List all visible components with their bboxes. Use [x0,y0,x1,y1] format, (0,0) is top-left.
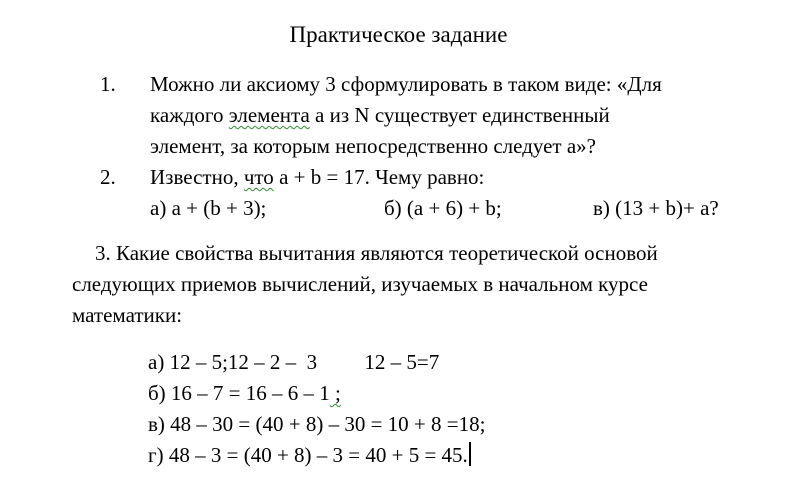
q3-item-c: в) 48 – 30 = (40 + 8) – 30 = 10 + 8 =18; [148,412,486,436]
q3-item-b-text: б) 16 – 7 = 16 – 6 – 1 [148,381,330,405]
spellcheck-word-chto[interactable]: что [243,165,274,189]
q1-line-2-start: каждого [150,103,229,127]
spellcheck-word-element[interactable]: элемента [228,103,310,127]
q2-text-end: а + b = 17. Чему равно: [273,165,485,189]
spellcheck-semicolon[interactable]: ; [329,381,341,405]
q1-line-1: Можно ли аксиому 3 сформулировать в таком виде: «Для [150,72,662,96]
page-title: Практическое задание [289,22,508,47]
q3-item-b [148,379,341,407]
q2-number: 2. [100,165,116,189]
q3-line-2: следующих приемов вычислений, изучаемых в начальном курсе [72,272,648,296]
text-cursor [469,442,471,466]
q3-line-1: 3. Какие свойства вычитания являются теоретической основой [95,241,658,265]
q1-line-3: элемент, за которым непосредственно следует а»? [150,134,597,158]
q2-option-c: в) (13 + b)+ а? [593,196,719,220]
q3-line-3: математики: [72,303,183,327]
q1-line-2-end: а из N существует единственный [309,103,610,127]
q1-number: 1. [100,72,116,96]
q2-option-b: б) (а + 6) + b; [384,196,502,220]
q1-line-2 [150,101,610,129]
q2-option-a: а) а + (b + 3); [150,196,267,220]
q2-text-start: Известно, [150,165,244,189]
q3-item-d [148,441,471,469]
q2-text [150,163,484,191]
q3-item-d-text: г) 48 – 3 = (40 + 8) – 3 = 40 + 5 = 45. [148,443,468,467]
q3-item-a: а) 12 – 5;12 – 2 – 3 12 – 5=7 [148,350,440,374]
